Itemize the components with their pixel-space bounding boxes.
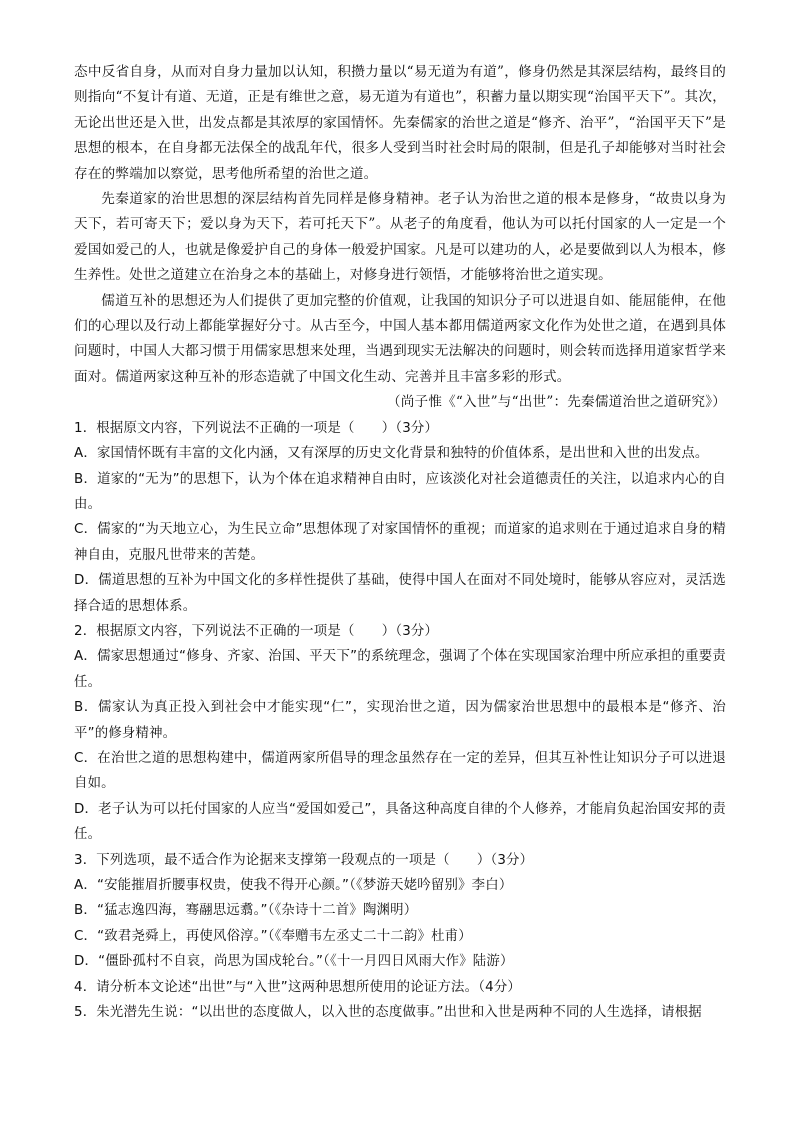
answer-option: C．“致君尧舜上，再使风俗淳。”（《奉赠韦左丞丈二十二韵》杜甫） xyxy=(74,928,472,944)
exam-page xyxy=(74,60,726,1025)
answer-option: C．在治世之道的思想构建中，儒道两家所倡导的理念虽然存在一定的差异，但其互补性让知识分子可以进退自如。 xyxy=(74,750,726,792)
question-stem: 2．根据原文内容，下列说法不正确的一项是（ ）（3分） xyxy=(74,623,439,639)
passage-paragraph: 先秦道家的治世思想的深层结构首先同样是修身精神。老子认为治世之道的根本是修身，“故贵以身为天下，若可寄天下；爱以身为天下，若可托天下”。从老子的角度看，他认为可以托付国家的人一定是一个爱国如爱己的人，也就是像爱护自己的身体一般爱护国家。凡是可以建功的人，必是要做到以人为根本，修生养性。处世之道建立在治身之本的基础上，对修身进行领悟，才能够将治世之道实现。 xyxy=(74,191,726,284)
answer-option: B．“猛志逸四海，骞翮思远翥。”（《杂诗十二首》陶渊明） xyxy=(74,903,418,919)
source-citation: （尚子惟《“入世”与“出世”：先秦儒道治世之道研究》） xyxy=(386,394,726,411)
answer-option: A．家国情怀既有丰富的文化内涵，又有深厚的历史文化背景和独特的价值体系，是出世和入世的出发点。 xyxy=(74,446,709,462)
answer-option: D．“僵卧孤村不自哀，尚思为国戍轮台。”（《十一月四日风雨大作》陆游） xyxy=(74,954,514,970)
answer-option: B．道家的“无为”的思想下，认为个体在追求精神自由时，应该淡化对社会道德责任的关注，以追求内心的自由。 xyxy=(74,471,726,512)
answer-option: D．儒道思想的互补为中国文化的多样性提供了基础，使得中国人在面对不同处境时，能够从容应对，灵活选择合适的思想体系。 xyxy=(74,573,726,614)
question-stem: 4．请分析本文论述“出世”与“入世”这两种思想所使用的论证方法。（4分） xyxy=(74,979,522,995)
passage-paragraph: 态中反省自身，从而对自身力量加以认知，积攒力量以“易无道为有道”，修身仍然是其深层结构，最终目的则指向“不复计有道、无道，正是有维世之意，易无道为有道也”，积蓄力量以期实现“治国平天下”。其次，无论出世还是入世，出发点都是其浓厚的家国情怀。先秦儒家的治世之道是“修齐、治平”，“治国平天下”是思想的根本，在自身都无法保全的战乱年代，很多人受到当时社会时局的限制，但是孔子却能够对当时社会存在的弊端加以察觉，思考他所希望的治世之道。 xyxy=(74,64,726,182)
question-stem: 5．朱光潜先生说：“以出世的态度做人，以入世的态度做事。”出世和入世是两种不同的人生选择，请根据 xyxy=(74,1005,702,1021)
question-stem: 1．根据原文内容，下列说法不正确的一项是（ ）（3分） xyxy=(74,420,439,436)
answer-option: C．儒家的“为天地立心，为生民立命”思想体现了对家国情怀的重视；而道家的追求则在于通过追求自身的精神自由，克服凡世带来的苦楚。 xyxy=(74,522,726,563)
answer-option: A．“安能摧眉折腰事权贵，使我不得开心颜。”（《梦游天姥吟留别》李白） xyxy=(74,878,513,893)
answer-option: A．儒家思想通过“修身、齐家、治国、平天下”的系统理念，强调了个体在实现国家治理中所应承担的重要责任。 xyxy=(74,649,726,690)
question-stem: 3．下列选项，最不适合作为论据来支撑第一段观点的一项是（ ）（3分） xyxy=(74,852,534,868)
passage-paragraph: 儒道互补的思想还为人们提供了更加完整的价值观，让我国的知识分子可以进退自如、能屈能伸，在他们的心理以及行动上都能掌握好分寸。从古至今，中国人基本都用儒道两家文化作为处世之道，在遇到具体问题时，中国人大都习惯于用儒家思想来处理，当遇到现实无法解决的问题时，则会转而选择用道家哲学来面对。儒道两家这种互补的形态造就了中国文化生动、完善并且丰富多彩的形式。 xyxy=(74,292,726,385)
answer-option: D．老子认为可以托付国家的人应当“爱国如爱己”，具备这种高度自律的个人修养，才能肩负起治国安邦的责任。 xyxy=(74,801,726,843)
answer-option: B．儒家认为真正投入到社会中才能实现“仁”，实现治世之道，因为儒家治世思想中的最根本是“修齐、治平”的修身精神。 xyxy=(74,700,726,741)
